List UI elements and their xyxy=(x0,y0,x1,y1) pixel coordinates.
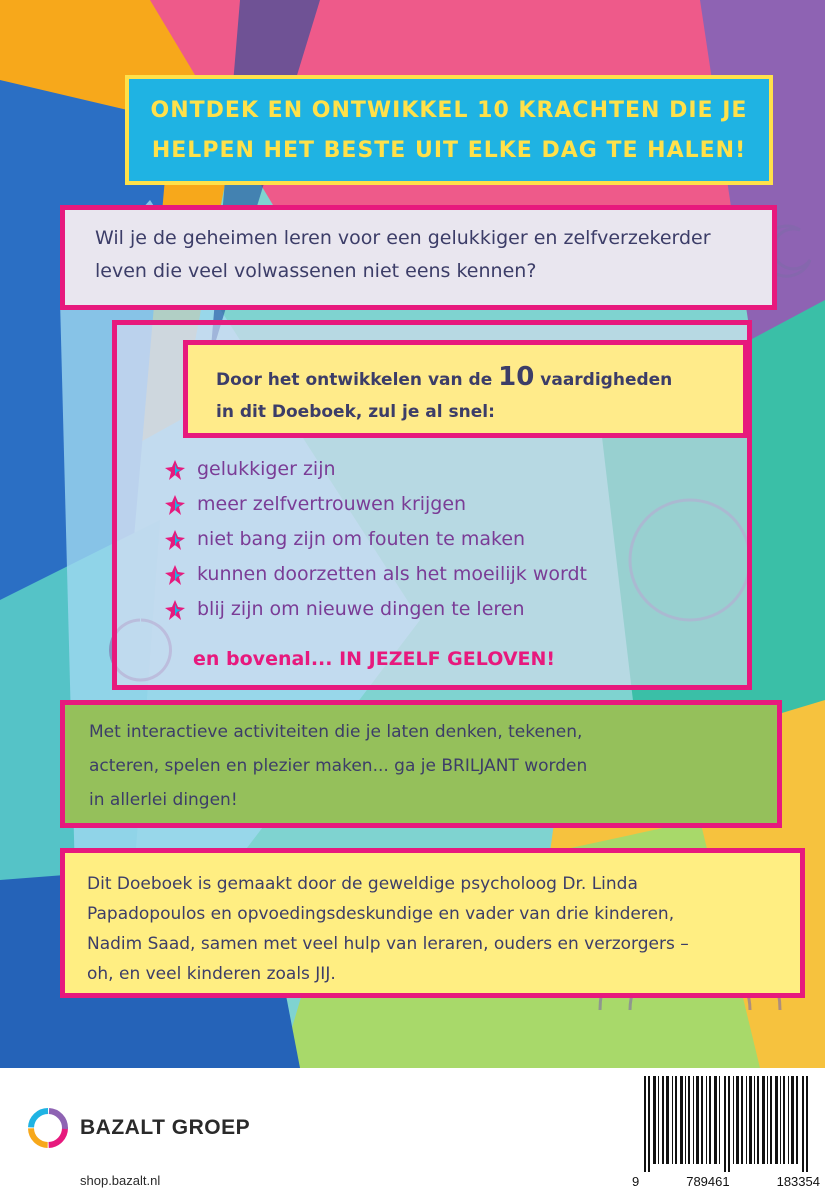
headline-line-1: ONTDEK EN ONTWIKKEL 10 KRACHTEN DIE JE xyxy=(150,98,748,123)
question-line-1: Wil je de geheimen leren voor een gelukkiger en zelfverzekerder xyxy=(95,227,711,249)
skills-count: 10 xyxy=(498,362,535,392)
list-item xyxy=(165,487,587,522)
star-icon xyxy=(165,530,185,550)
benefit-label: kunnen doorzetten als het moeilijk wordt xyxy=(197,563,587,585)
isbn-number: 9 789461 183354 xyxy=(632,1174,820,1189)
barcode-bars xyxy=(632,1076,820,1172)
list-item xyxy=(165,522,587,557)
activities-line-1: Met interactieve activiteiten die je laten denken, tekenen, xyxy=(89,722,583,742)
headline-line-2: HELPEN HET BESTE UIT ELKE DAG TE HALEN! xyxy=(151,138,747,163)
activities-box xyxy=(60,700,782,828)
credits-line-3: Nadim Saad, samen met veel hulp van leraren, ouders en verzorgers – xyxy=(87,934,689,954)
benefit-label: blij zijn om nieuwe dingen te leren xyxy=(197,598,525,620)
credits-line-4: oh, en veel kinderen zoals JIJ. xyxy=(87,964,336,984)
headline-banner xyxy=(125,75,773,185)
list-item xyxy=(165,452,587,487)
intro-line-1: Door het ontwikkelen van de 10 vaardigheden xyxy=(216,362,673,392)
intro-box xyxy=(183,340,748,438)
benefit-label: gelukkiger zijn xyxy=(197,458,336,480)
activities-line-3: in allerlei dingen! xyxy=(89,790,238,810)
question-line-2: leven die veel volwassenen niet eens kennen? xyxy=(95,260,537,282)
isbn-barcode xyxy=(632,1076,820,1196)
publisher-name: BAZALT GROEP xyxy=(80,1116,251,1139)
publisher-url[interactable]: shop.bazalt.nl xyxy=(80,1173,161,1188)
credits-line-2: Papadopoulos en opvoedingsdeskundige en vader van drie kinderen, xyxy=(87,904,675,924)
list-item xyxy=(165,557,587,592)
star-icon xyxy=(165,495,185,515)
believe-yourself: IN JEZELF GELOVEN! xyxy=(339,648,556,670)
publisher-footer xyxy=(0,1068,825,1200)
emphasis-line: en bovenal... IN JEZELF GELOVEN! xyxy=(193,648,556,670)
benefit-label: meer zelfvertrouwen krijgen xyxy=(197,493,467,515)
credits-box xyxy=(60,848,805,998)
star-icon xyxy=(165,565,185,585)
bazalt-logo-icon xyxy=(28,1108,68,1148)
activities-line-2: acteren, spelen en plezier maken... ga je BRILJANT worden xyxy=(89,756,588,776)
benefit-label: niet bang zijn om fouten te maken xyxy=(197,528,526,550)
benefits-list xyxy=(165,452,587,627)
credits-line-1: Dit Doeboek is gemaakt door de geweldige psycholoog Dr. Linda xyxy=(87,874,638,894)
question-box xyxy=(60,205,777,310)
intro-line-2: in dit Doeboek, zul je al snel: xyxy=(216,402,495,422)
star-icon xyxy=(165,460,185,480)
list-item xyxy=(165,592,587,627)
star-icon xyxy=(165,600,185,620)
